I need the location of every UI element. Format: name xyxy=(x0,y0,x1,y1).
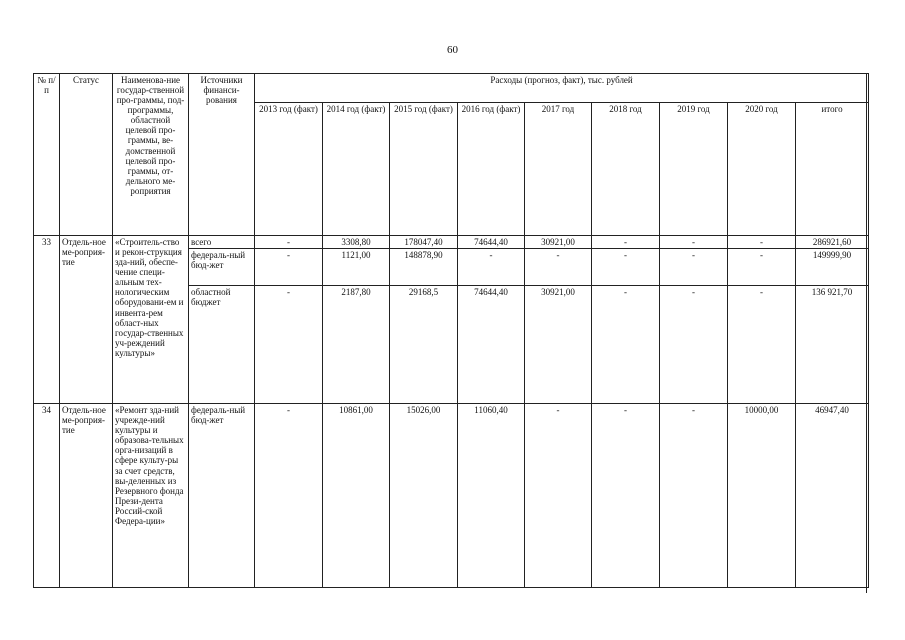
page-number: 60 xyxy=(447,44,458,56)
header-year-2018: 2018 год xyxy=(592,103,660,236)
row-num: 34 xyxy=(34,404,60,588)
value-cell: - xyxy=(660,404,728,588)
header-year-2016: 2016 год (факт) xyxy=(458,103,525,236)
header-expenses: Расходы (прогноз, факт), тыс. рублей xyxy=(255,74,869,103)
value-cell: 286921,60 xyxy=(796,236,869,249)
value-cell: - xyxy=(592,286,660,404)
header-year-2015: 2015 год (факт) xyxy=(390,103,458,236)
value-cell: 74644,40 xyxy=(458,236,525,249)
value-cell: - xyxy=(660,249,728,286)
value-cell: - xyxy=(660,236,728,249)
value-cell: 3308,80 xyxy=(323,236,390,249)
value-cell: 148878,90 xyxy=(390,249,458,286)
header-year-2013: 2013 год (факт) xyxy=(255,103,323,236)
row-source: всего xyxy=(189,236,255,249)
value-cell: - xyxy=(592,404,660,588)
row-num: 33 xyxy=(34,236,60,404)
right-margin-line xyxy=(866,73,867,593)
header-year-2019: 2019 год xyxy=(660,103,728,236)
value-cell: 2187,80 xyxy=(323,286,390,404)
header-sources: Источники финанси-рования xyxy=(189,74,255,236)
value-cell: 29168,5 xyxy=(390,286,458,404)
value-cell: 30921,00 xyxy=(525,236,592,249)
value-cell: 149999,90 xyxy=(796,249,869,286)
header-total: итого xyxy=(796,103,869,236)
header-year-2017: 2017 год xyxy=(525,103,592,236)
row-status: Отдель-ное ме-роприя-тие xyxy=(60,236,113,404)
header-name: Наименова-ние государ-ственной про-граммы, под-программы, областной целевой про-граммы, ве-домственной целевой про-граммы, от-дельного ме-роприятия xyxy=(113,74,189,236)
row-source: федераль-ный бюд-жет xyxy=(189,404,255,588)
value-cell: - xyxy=(525,249,592,286)
row-source: областной бюджет xyxy=(189,286,255,404)
header-row xyxy=(34,74,869,103)
row-name: «Строитель-ство и рекон-струкция зда-ний, обеспе-чение специ-альным тех-нологическим оборудовани-ем и инвента-рем област-ных государ-ственных уч-реждений культуры» xyxy=(113,236,189,404)
header-year-2020: 2020 год xyxy=(728,103,796,236)
value-cell: - xyxy=(255,249,323,286)
header-num: № п/п xyxy=(34,74,60,236)
value-cell: 10000,00 xyxy=(728,404,796,588)
row-status: Отдель-ное ме-роприя-тие xyxy=(60,404,113,588)
value-cell: 1121,00 xyxy=(323,249,390,286)
table-row xyxy=(34,404,869,588)
value-cell: - xyxy=(255,286,323,404)
value-cell: 30921,00 xyxy=(525,286,592,404)
row-name: «Ремонт зда-ний учрежде-ний культуры и образова-тельных орга-низаций в сфере культу-ры за счет средств, вы-деленных из Резервного фонда Прези-дента Россий-ской Федера-ции» xyxy=(113,404,189,588)
value-cell: - xyxy=(255,236,323,249)
value-cell: - xyxy=(728,236,796,249)
value-cell: - xyxy=(592,249,660,286)
row-source: федераль-ный бюд-жет xyxy=(189,249,255,286)
value-cell: 46947,40 xyxy=(796,404,869,588)
table-row xyxy=(34,236,869,249)
value-cell: - xyxy=(525,404,592,588)
value-cell: - xyxy=(728,286,796,404)
value-cell: - xyxy=(728,249,796,286)
budget-table xyxy=(33,73,869,588)
value-cell: - xyxy=(592,236,660,249)
header-status: Статус xyxy=(60,74,113,236)
value-cell: 136 921,70 xyxy=(796,286,869,404)
value-cell: 11060,40 xyxy=(458,404,525,588)
value-cell: - xyxy=(458,249,525,286)
header-year-2014: 2014 год (факт) xyxy=(323,103,390,236)
value-cell: - xyxy=(660,286,728,404)
value-cell: - xyxy=(255,404,323,588)
value-cell: 74644,40 xyxy=(458,286,525,404)
value-cell: 10861,00 xyxy=(323,404,390,588)
value-cell: 15026,00 xyxy=(390,404,458,588)
value-cell: 178047,40 xyxy=(390,236,458,249)
